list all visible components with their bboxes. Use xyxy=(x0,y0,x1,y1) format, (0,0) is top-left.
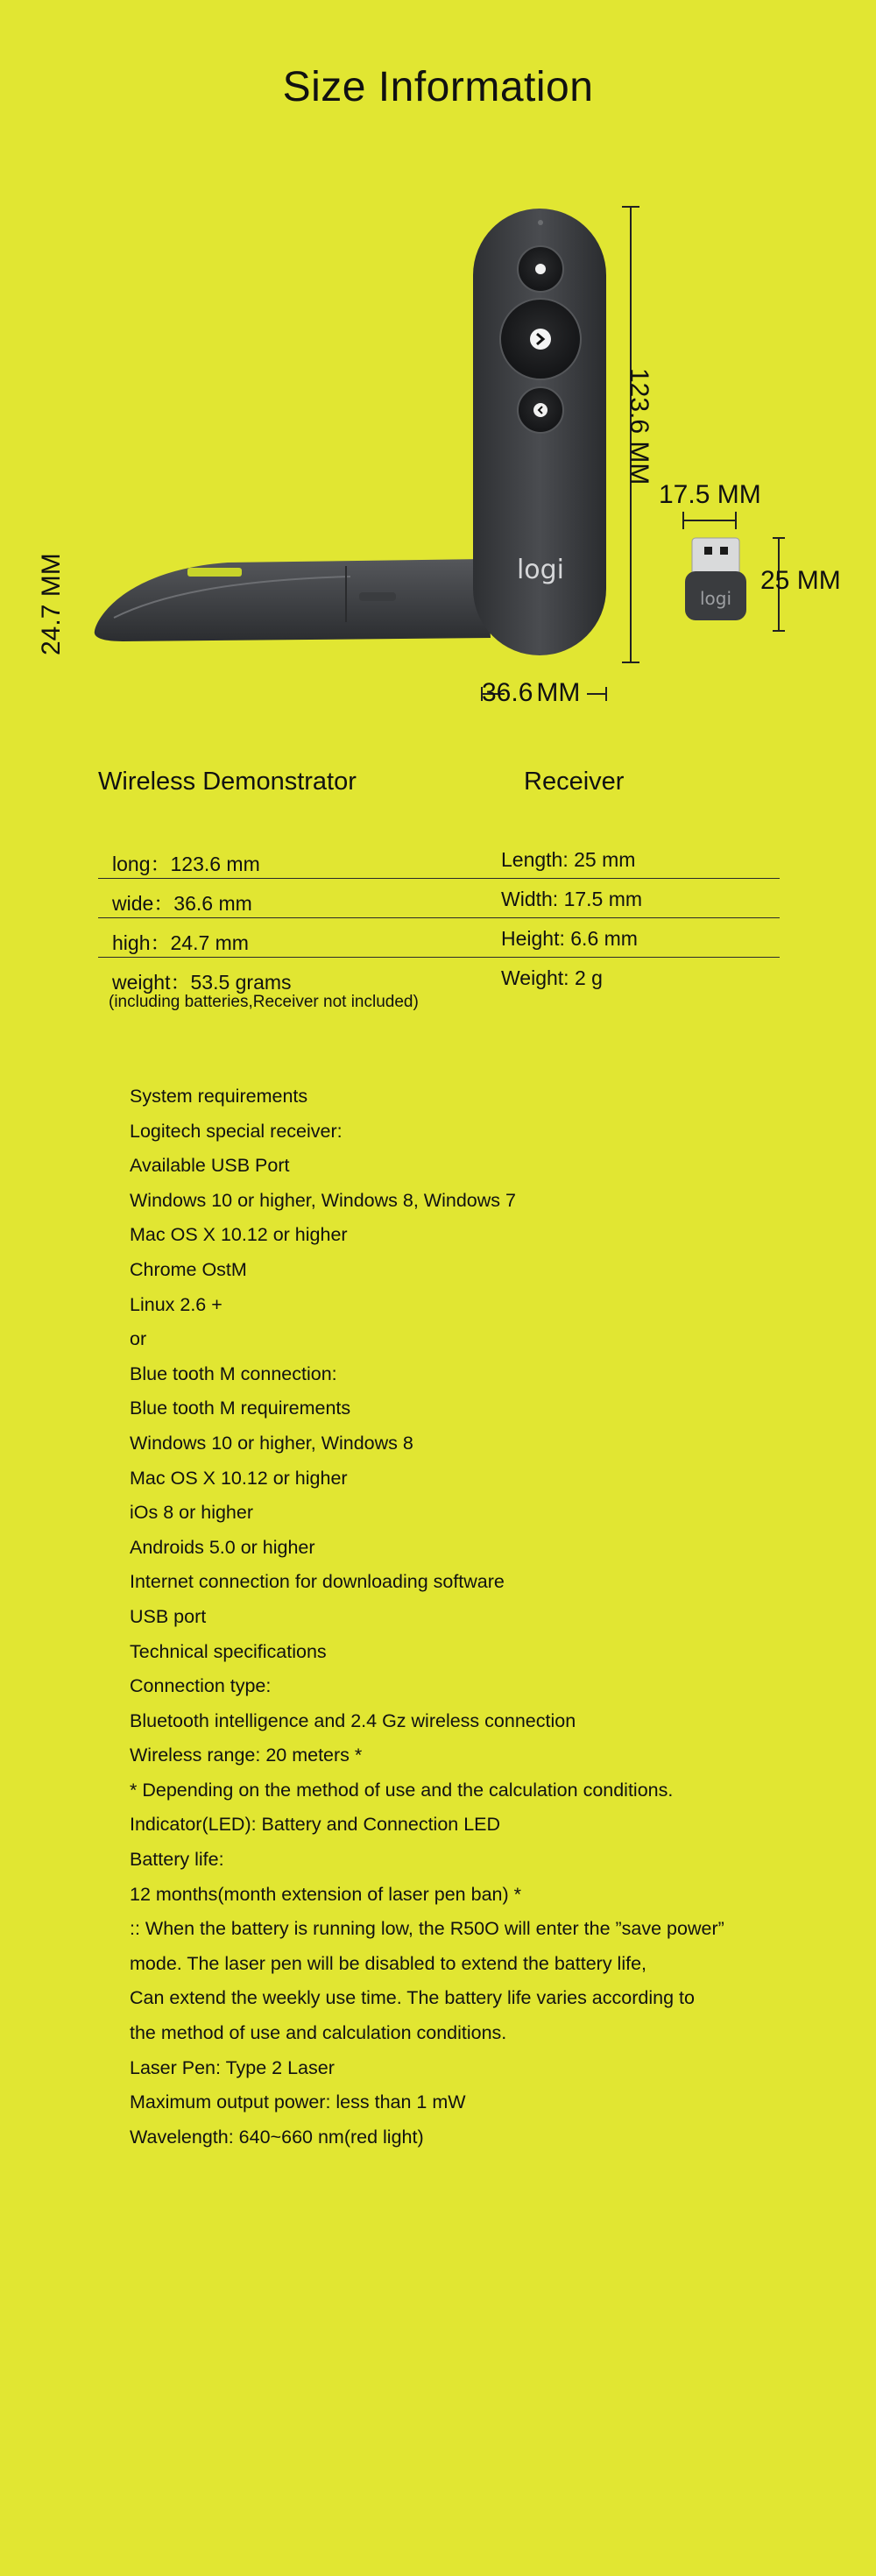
requirement-line: Maximum output power: less than 1 mW xyxy=(130,2091,466,2113)
requirement-line: Blue tooth M connection: xyxy=(130,1362,337,1384)
requirement-line: Battery life: xyxy=(130,1849,224,1871)
requirement-line: Available USB Port xyxy=(130,1155,290,1177)
requirement-line: iOs 8 or higher xyxy=(130,1502,254,1524)
laser-accent xyxy=(187,568,242,577)
spec-row-weight xyxy=(98,958,780,1019)
depth-dimension-label: 24.7 MM xyxy=(37,553,66,655)
requirement-line: Windows 10 or higher, Windows 8 xyxy=(130,1432,413,1454)
requirement-line: Indicator(LED): Battery and Connection LED xyxy=(130,1814,501,1836)
requirement-line: Blue tooth M requirements xyxy=(130,1398,351,1419)
requirement-line: * Depending on the method of use and the calculation conditions. xyxy=(130,1779,674,1801)
requirement-line: Connection type: xyxy=(130,1675,272,1697)
spec-cell-left: long：123.6 mm xyxy=(112,853,260,875)
spec-cell-left: weight：53.5 grams xyxy=(112,971,292,994)
requirement-line: Mac OS X 10.12 or higher xyxy=(130,1467,348,1489)
spec-cell-left: high：24.7 mm xyxy=(112,931,249,954)
requirement-line: 12 months(month extension of laser pen ban) * xyxy=(130,1883,521,1905)
spec-table xyxy=(98,839,780,1019)
spec-row-wide xyxy=(98,879,780,918)
width-dimension-unit: MM xyxy=(536,678,581,707)
spec-cell-right: Length: 25 mm xyxy=(501,848,636,871)
requirement-line: Wireless range: 20 meters * xyxy=(130,1744,363,1766)
requirement-line: Chrome OstM xyxy=(130,1258,247,1280)
requirement-line: Internet connection for downloading software xyxy=(130,1571,505,1593)
requirement-line: System requirements xyxy=(130,1086,308,1107)
height-dimension-label: 123.6 MM xyxy=(625,368,653,485)
receiver-heading: Receiver xyxy=(524,768,625,796)
demonstrator-heading: Wireless Demonstrator xyxy=(98,768,357,796)
product-illustration xyxy=(0,175,876,736)
requirement-line: Wavelength: 640~660 nm(red light) xyxy=(130,2126,424,2148)
presenter-side-view xyxy=(95,559,491,641)
spec-row-high xyxy=(98,918,780,958)
requirement-line: Linux 2.6 + xyxy=(130,1293,223,1315)
width-dimension-label xyxy=(482,678,580,708)
requirement-line: Bluetooth intelligence and 2.4 Gz wireless connection xyxy=(130,1709,576,1731)
spec-cell-right: Height: 6.6 mm xyxy=(501,927,638,950)
receiver-length-label: 25 MM xyxy=(760,566,841,595)
spec-cell-left: wide：36.6 mm xyxy=(112,892,252,915)
requirement-line: or xyxy=(130,1328,147,1350)
presenter-front-view xyxy=(473,209,606,655)
receiver-width-label: 17.5 MM xyxy=(659,480,761,509)
requirement-line: Androids 5.0 or higher xyxy=(130,1536,315,1558)
requirement-line: Laser Pen: Type 2 Laser xyxy=(130,2056,335,2078)
requirement-line: Technical specifications xyxy=(130,1640,327,1662)
spec-row-long xyxy=(98,839,780,879)
logi-logo: logi xyxy=(516,555,565,585)
requirement-line: :: When the battery is running low, the R50O will enter the ”save power” xyxy=(130,1918,724,1940)
usb-receiver xyxy=(685,538,746,620)
receiver-logo: logi xyxy=(699,588,732,609)
requirement-line: the method of use and calculation conditions. xyxy=(130,2022,507,2044)
requirement-line: Can extend the weekly use time. The battery life varies according to xyxy=(130,1987,695,2009)
requirement-line: Mac OS X 10.12 or higher xyxy=(130,1224,348,1246)
requirement-line: USB port xyxy=(130,1605,207,1627)
weight-note: (including batteries,Receiver not included) xyxy=(109,993,419,1011)
spec-cell-right: Width: 17.5 mm xyxy=(501,888,643,910)
width-dimension-value: 36.6 xyxy=(482,678,533,707)
requirement-line: Logitech special receiver: xyxy=(130,1120,343,1142)
spec-cell-right: Weight: 2 g xyxy=(501,966,603,989)
requirement-line: mode. The laser pen will be disabled to extend the battery life, xyxy=(130,1952,647,1974)
requirement-line: Windows 10 or higher, Windows 8, Windows 7 xyxy=(130,1189,516,1211)
requirements-list xyxy=(130,1079,830,2155)
product-figure xyxy=(0,175,876,736)
page-title: Size Information xyxy=(282,64,594,110)
